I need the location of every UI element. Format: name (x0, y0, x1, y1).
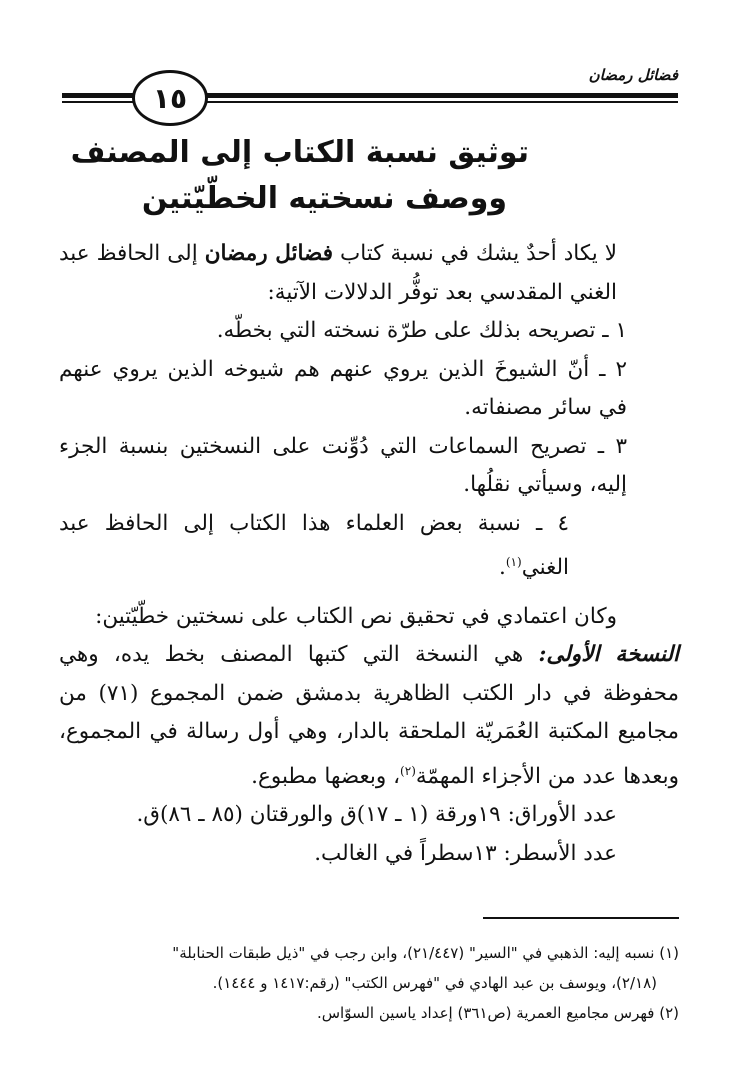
page-number: ١٥ (132, 70, 208, 126)
first-copy-end: ، وبعضها مطبوع. (251, 763, 401, 789)
list-item-4-text: ٤ ـ نسبة بعض العلماء هذا الكتاب إلى الحافظ عبد الغني (59, 510, 569, 581)
page-header (62, 60, 678, 130)
section-heading (70, 130, 529, 222)
intro-text-end: إلى الحافظ عبد الغني المقدسي بعد توفُّر الدلالات الآتية: (59, 241, 617, 305)
list-item-4-end: . (499, 555, 506, 581)
footnote-2: (٢) فهرس مجاميع العمرية (ص٣٦١) إعداد ياسين السوّاس. (316, 1004, 679, 1022)
footnote-1-line-2: (٢/١٨)، ويوسف بن عبد الهادي في "فهرس الكتب" (رقم:١٤١٧ و ١٤٤٤). (212, 974, 657, 992)
leaves-count: عدد الأوراق: ١٩ورقة (١ ـ ١٧)ق والورقتان (٨٥ ـ ٨٦)ق. (136, 802, 617, 828)
footnote-ref-1: (١) (505, 555, 522, 569)
paragraph-copies: وكان اعتمادي في تحقيق نص الكتاب على نسختين خطّيّتين: (95, 603, 617, 629)
list-item-2: ٢ ـ أنّ الشيوخَ الذين يروي عنهم هم شيوخه الذين يروي عنهم في سائر مصنفاته. (59, 356, 627, 420)
list-item-3: ٣ ـ تصريح السماعات التي دُوِّنت على النسختين بنسبة الجزء إليه، وسيأتي نقلُها. (59, 433, 627, 497)
book-name: فضائل رمضان (204, 241, 333, 266)
paragraph-first-copy (59, 636, 679, 796)
paragraph-intro (59, 235, 679, 312)
running-head-title: فضائل رمضان (588, 66, 678, 84)
heading-line-1: توثيق نسبة الكتاب إلى المصنف (70, 135, 529, 170)
footnote-ref-2: (٢) (400, 763, 416, 778)
footnote-separator (483, 917, 679, 919)
list-item-1: ١ ـ تصريحه بذلك على طرّة نسخته التي بخطّه. (216, 318, 627, 343)
lines-count: عدد الأسطر: ١٣سطراً في الغالب. (314, 840, 617, 866)
first-copy-text: هي النسخة التي كتبها المصنف بخط يده، وهي محفوظة في دار الكتب الظاهرية بدمشق ضمن المجموع (٧١) من مجاميع المكتبة العُمَريّة الملحقة بالدار، وهي أول رسالة في المجموع، وبعدها عدد من الأجزاء المهمّة (59, 642, 679, 789)
first-copy-label: النسخة الأولى: (538, 642, 680, 668)
heading-line-2: ووصف نسختيه الخطّيّتين (141, 181, 507, 216)
footnote-1-line-1: (١) نسبه إليه: الذهبي في "السير" (٢١/٤٤٧)، وابن رجب في "ذيل طبقات الحنابلة" (172, 944, 679, 962)
body-text (59, 235, 679, 873)
list-item-4 (59, 505, 679, 588)
intro-text-start: لا يكاد أحدٌ يشك في نسبة كتاب (332, 241, 617, 266)
footnotes (59, 938, 679, 1028)
